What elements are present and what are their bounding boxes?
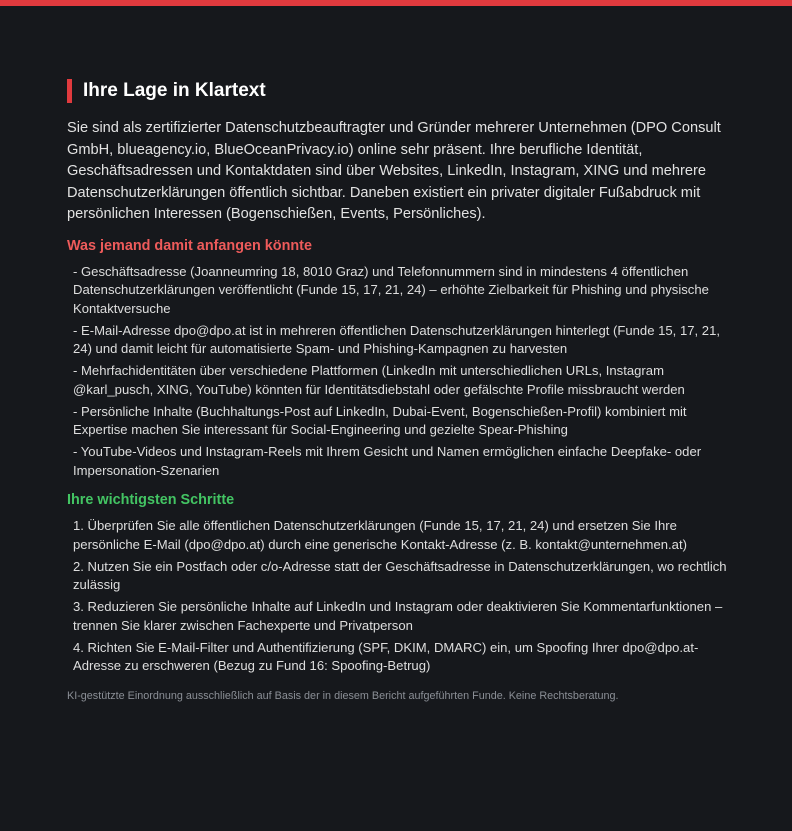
- risk-item: - E-Mail-Adresse dpo@dpo.at ist in mehreren öffentlichen Datenschutzerklärungen hinterlegt (Funde 15, 17, 21, 24) und damit leicht für automatisierte Spam- und Phishing-Kampagnen zu harvesten: [73, 322, 721, 356]
- title-accent-bar: [67, 79, 72, 103]
- risk-item: - Geschäftsadresse (Joanneumring 18, 8010 Graz) und Telefonnummern sind in mindestens 4 öffentlichen Datenschutzerklärungen veröffentlicht (Funde 15, 17, 21, 24) – erhöhte Zielbarkeit für Phishing und physische Kontaktversuche: [73, 263, 709, 316]
- step-item: 4. Richten Sie E-Mail-Filter und Authentifizierung (SPF, DKIM, DMARC) ein, um Spoofing Ihrer dpo@dpo.at-Adresse zu erschweren (Bezug zu Fund 16: Spoofing-Betrug): [73, 639, 699, 673]
- page-title: Ihre Lage in Klartext: [83, 80, 266, 101]
- step-item: 1. Überprüfen Sie alle öffentlichen Datenschutzerklärungen (Funde 15, 17, 21, 24) und ersetzen Sie Ihre persönliche E-Mail (dpo@dpo.at) durch eine generische Kontakt-Adresse (z. B. kontakt@unternehmen.at): [73, 518, 687, 552]
- section-title-row: [67, 78, 732, 104]
- steps-heading: Ihre wichtigsten Schritte: [67, 492, 235, 508]
- intro-paragraph: Sie sind als zertifizierter Datenschutzbeauftragter und Gründer mehrerer Unternehmen (DPO Consult GmbH, blueagency.io, BlueOceanPrivacy.io) online sehr präsent. Ihre berufliche Identität, Geschäftsadressen und Kontaktdaten sind über Websites, LinkedIn, Instagram, XING und mehrere Datenschutzerklärungen öffentlich sichtbar. Daneben existiert ein privater digitaler Fußabdruck mit persönlichen Interessen (Bogenschießen, Events, Persönliches).: [67, 120, 721, 222]
- step-item: 3. Reduzieren Sie persönliche Inhalte auf LinkedIn und Instagram oder deaktivieren Sie Kommentarfunktionen – trennen Sie klarer zwischen Fachexperte und Privatperson: [73, 599, 723, 633]
- step-item: 2. Nutzen Sie ein Postfach oder c/o-Adresse statt der Geschäftsadresse in Datenschutzerklärungen, wo rechtlich zulässig: [73, 558, 727, 592]
- risks-list: [67, 263, 732, 481]
- top-accent-bar: [0, 0, 792, 6]
- steps-list: [67, 517, 732, 676]
- report-section: [67, 78, 732, 713]
- risks-heading: Was jemand damit anfangen könnte: [67, 237, 312, 254]
- risk-item: - Mehrfachidentitäten über verschiedene Plattformen (LinkedIn mit unterschiedlichen URLs, Instagram @karl_pusch, XING, YouTube) könnten für Identitätsdiebstahl oder gefälschte Profile missbraucht werden: [73, 363, 685, 397]
- disclaimer-footer: KI-gestützte Einordnung ausschließlich auf Basis der in diesem Bericht aufgeführten Funde. Keine Rechtsberatung.: [67, 689, 619, 702]
- risk-item: - Persönliche Inhalte (Buchhaltungs-Post auf LinkedIn, Dubai-Event, Bogenschießen-Profil) kombiniert mit Expertise machen Sie interessant für Social-Engineering und gezielte Spear-Phishing: [73, 403, 687, 437]
- risk-item: - YouTube-Videos und Instagram-Reels mit Ihrem Gesicht und Namen ermöglichen einfache Deepfake- oder Impersonation-Szenarien: [73, 444, 702, 478]
